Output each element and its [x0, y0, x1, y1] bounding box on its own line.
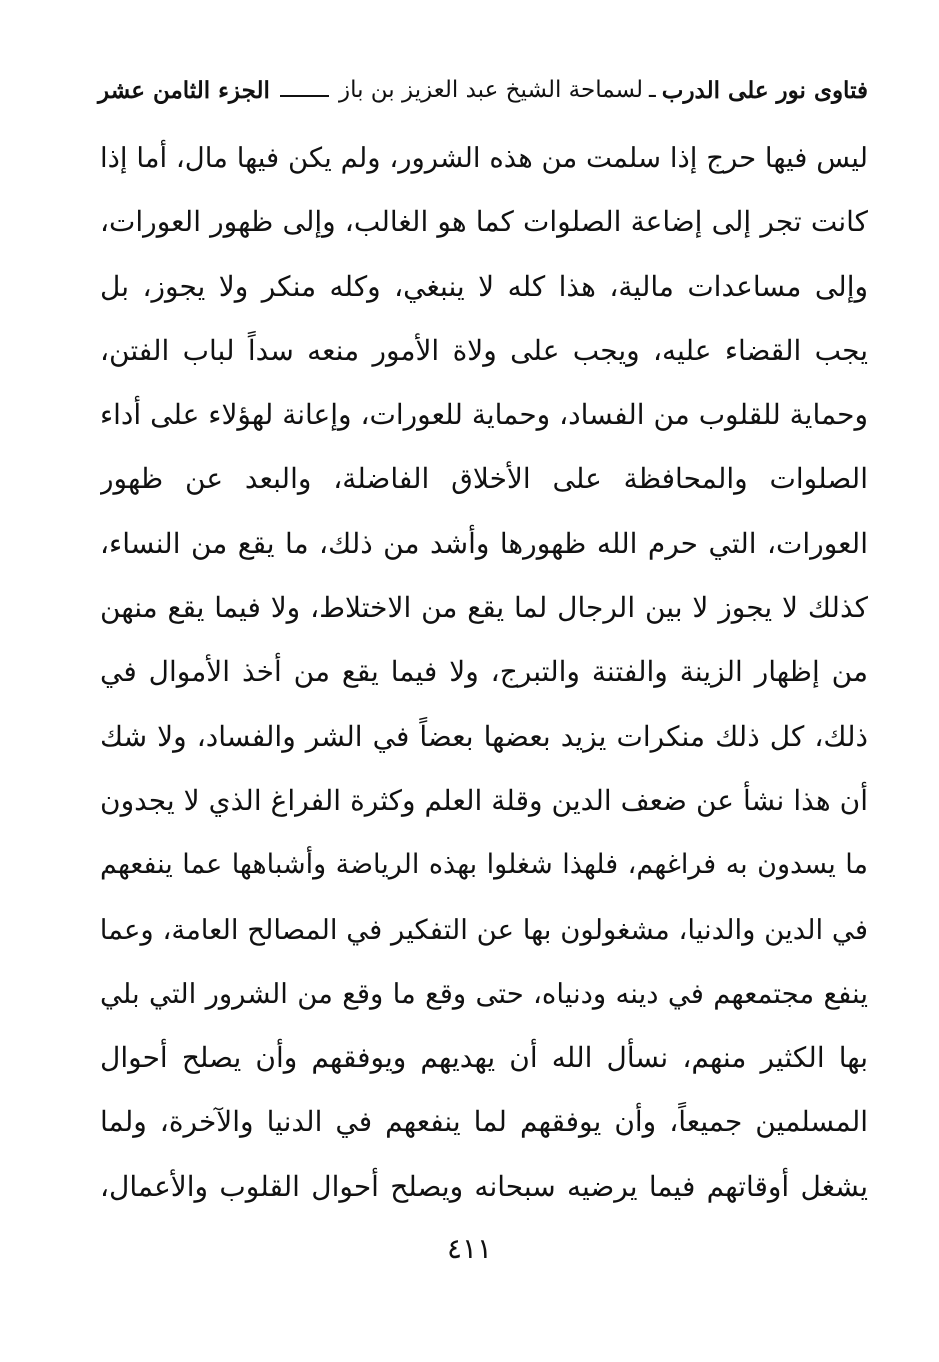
- author-credit: لسماحة الشيخ عبد العزيز بن باز: [338, 77, 644, 103]
- text-line: ينفع مجتمعهم في دينه ودنياه، حتى وقع ما وقع من الشرور التي بلي: [100, 977, 868, 1010]
- book-title: فتاوى نور على الدرب: [661, 76, 868, 104]
- volume-label: الجزء الثامن عشر: [98, 76, 270, 104]
- text-line: يشغل أوقاتهم فيما يرضيه سبحانه ويصلح أحوال القلوب والأعمال،: [100, 1169, 868, 1203]
- text-line: وإلى مساعدات مالية، هذا كله لا ينبغي، وكله منكر ولا يجوز، بل: [100, 269, 868, 303]
- page-number: ٤١١: [446, 1232, 493, 1265]
- text-line: وحماية للقلوب من الفساد، وحماية للعورات، وإعانة لهؤلاء على أداء: [100, 398, 868, 432]
- text-line: ليس فيها حرج إذا سلمت من هذه الشرور، ولم يكن فيها مال، أما إذا: [100, 142, 868, 174]
- running-header: [98, 72, 868, 108]
- text-line: كانت تجر إلى إضاعة الصلوات كما هو الغالب، وإلى ظهور العورات،: [100, 205, 868, 239]
- text-line: أن هذا نشأ عن ضعف الدين وقلة العلم وكثرة الفراغ الذي لا يجدون: [100, 783, 868, 817]
- text-line: بها الكثير منهم، نسأل الله أن يهديهم ويوفقهم وأن يصلح أحوال: [100, 1041, 868, 1075]
- text-line: يجب القضاء عليه، ويجب على ولاة الأمور منعه سداً لباب الفتن،: [100, 333, 868, 367]
- text-line: ذلك، كل ذلك منكرات يزيد بعضها بعضاً في الشر والفساد، ولا شك: [100, 719, 868, 753]
- text-line: الصلوات والمحافظة على الأخلاق الفاضلة، والبعد عن ظهور: [100, 462, 868, 496]
- body-text: [100, 126, 868, 1219]
- text-line: كذلك لا يجوز لا بين الرجال لما يقع من الاختلاط، ولا فيما يقع منهن: [100, 591, 868, 625]
- header-rule: [280, 95, 329, 97]
- text-line: ما يسدون به فراغهم، فلهذا شغلوا بهذه الرياضة وأشباهها عما ينفعهم: [100, 849, 868, 881]
- text-line: من إظهار الزينة والفتنة والتبرج، ولا فيما يقع من أخذ الأموال في: [100, 655, 868, 689]
- text-line: العورات، التي حرم الله ظهورها وأشد من ذلك، ما يقع من النساء،: [100, 526, 868, 560]
- header-separator: ـ: [649, 77, 656, 103]
- text-line: المسلمين جميعاً، وأن يوفقهم لما ينفعهم في الدنيا والآخرة، ولما: [100, 1105, 868, 1139]
- text-line: في الدين والدنيا، مشغولون بها عن التفكير في المصالح العامة، وعما: [100, 913, 868, 946]
